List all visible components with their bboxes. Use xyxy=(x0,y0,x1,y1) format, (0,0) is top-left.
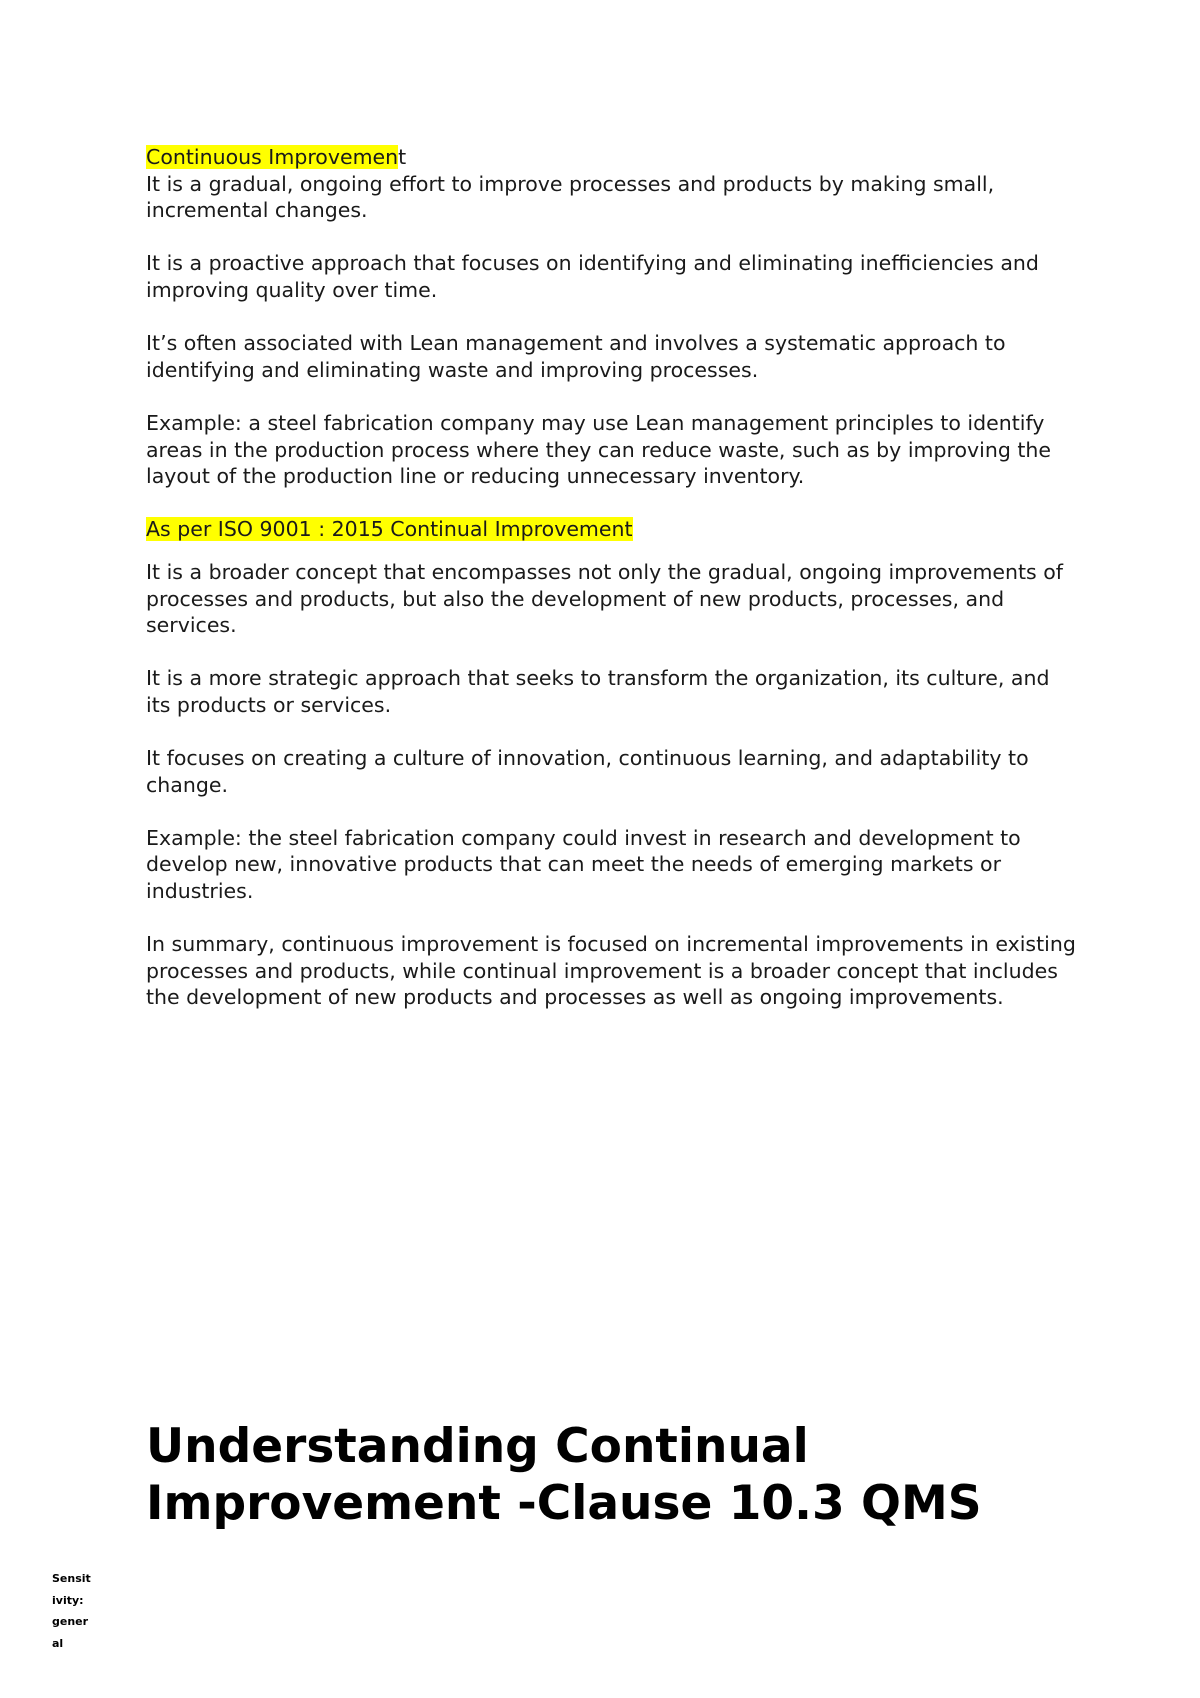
heading-highlight: Continuous Improvemen xyxy=(146,145,399,169)
iso-continual-heading xyxy=(146,516,1076,543)
continuous-lean-paragraph: It’s often associated with Lean management and involves a systematic approach to identifying and eliminating waste and improving processes. xyxy=(146,331,1006,382)
continual-culture-paragraph: It focuses on creating a culture of innovation, continuous learning, and adaptability to change. xyxy=(146,746,1029,797)
continual-example-paragraph: Example: the steel fabrication company could invest in research and development to develop new, innovative products that can meet the needs of emerging markets or industries. xyxy=(146,825,1021,904)
heading-tail: t xyxy=(398,145,407,169)
continual-strategic-paragraph: It is a more strategic approach that seeks to transform the organization, its culture, and its products or services. xyxy=(146,666,1050,717)
continuous-intro-paragraph: It is a gradual, ongoing effort to improve processes and products by making small, incremental changes. xyxy=(146,171,995,223)
continuous-improvement-heading xyxy=(146,144,1076,171)
title-line-2: Improvement -Clause 10.3 QMS xyxy=(146,1476,982,1531)
iso-heading-highlight: As per ISO 9001 : 2015 Continual Improvement xyxy=(146,517,633,542)
sensitivity-label: Sensitivity: general xyxy=(52,1572,91,1650)
continual-broader-paragraph: It is a broader concept that encompasses not only the gradual, ongoing improvements of processes and products, but also the development of new products, processes, and services. xyxy=(146,559,1064,638)
continuous-example-paragraph: Example: a steel fabrication company may use Lean management principles to identify areas in the production process where they can reduce waste, such as by improving the layout of the production line or reducing unnecessary inventory. xyxy=(146,410,1052,489)
document-title xyxy=(146,1418,1146,1532)
document-body xyxy=(146,144,1076,1038)
continuous-proactive-paragraph: It is a proactive approach that focuses on identifying and eliminating inefficiencies and improving quality over time. xyxy=(146,251,1039,302)
summary-paragraph: In summary, continuous improvement is focused on incremental improvements in existing processes and products, while continual improvement is a broader concept that includes the development of new products and processes as well as ongoing improvements. xyxy=(146,932,1076,1010)
title-line-1: Understanding Continual xyxy=(146,1419,809,1474)
